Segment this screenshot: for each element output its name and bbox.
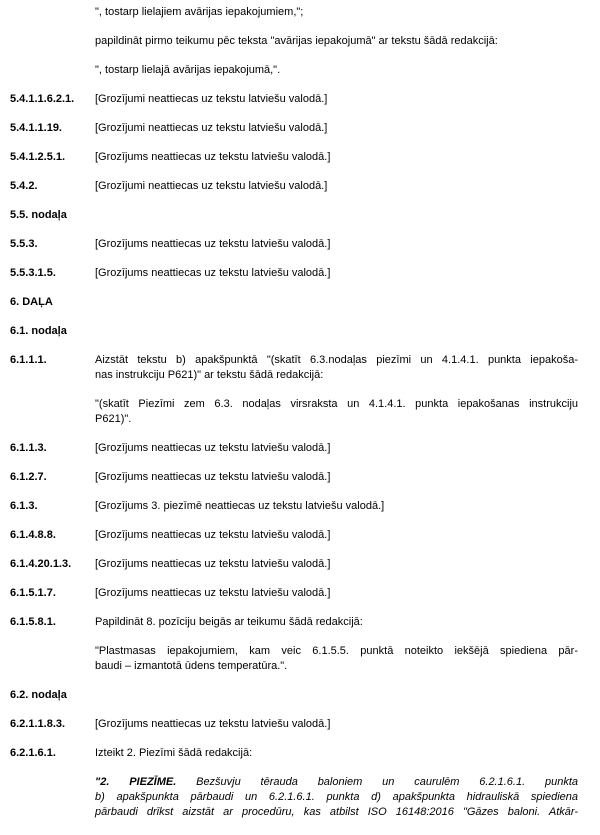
document-row — [10, 717, 578, 732]
paragraph — [95, 717, 578, 732]
section-heading-row — [10, 324, 578, 339]
paragraph-line: [Grozījumi neattiecas uz tekstu latviešu valodā.] — [95, 122, 328, 134]
paragraph — [95, 586, 578, 601]
document-row — [10, 615, 578, 630]
section-heading: 6.2. nodaļa — [10, 689, 67, 701]
paragraph-line: Izteikt 2. Piezīmi šādā redakcijā: — [95, 747, 253, 759]
paragraph-line: [Grozījumi neattiecas uz tekstu latviešu valodā.] — [95, 180, 328, 192]
section-heading-row — [10, 208, 578, 223]
paragraph-line: [Grozījums neattiecas uz tekstu latviešu valodā.] — [95, 471, 331, 483]
paragraph — [95, 237, 578, 252]
paragraph-line: pārbaudi drīkst aizstāt ar procedūru, kas atbilst ISO 16148:2016 "Gāzes baloni. Atkār- — [95, 806, 578, 818]
document-row — [10, 528, 578, 543]
paragraph — [95, 92, 578, 107]
document-row — [10, 775, 578, 820]
section-number: 5.4.1.2.5.1. — [10, 151, 66, 163]
document-row — [10, 557, 578, 572]
section-number: 5.4.2. — [10, 180, 38, 192]
section-number: 6.2.1.1.8.3. — [10, 718, 66, 730]
paragraph-line: ", tostarp lielajā avārijas iepakojumā,". — [95, 64, 281, 76]
paragraph-line: Papildināt 8. pozīciju beigās ar teikumu šādā redakcijā: — [95, 616, 363, 628]
paragraph-line: Aizstāt tekstu b) apakšpunktā "(skatīt 6.3.nodaļas piezīmi un 4.1.4.1. punkta iepakoša- — [95, 354, 578, 366]
paragraph-line: baudi – izmantotā ūdens temperatūra.". — [95, 660, 288, 672]
section-number: 6.2.1.6.1. — [10, 747, 56, 759]
document-row — [10, 586, 578, 601]
document-row — [10, 397, 578, 427]
section-number — [10, 397, 95, 427]
section-heading: 6.1. nodaļa — [10, 325, 67, 337]
document-content — [10, 5, 578, 820]
document-row — [10, 746, 578, 761]
paragraph — [95, 150, 578, 165]
document-row — [10, 150, 578, 165]
section-number — [10, 644, 95, 674]
note-label: "2. PIEZĪME. — [95, 776, 177, 788]
paragraph — [95, 63, 578, 78]
paragraph-line: [Grozījums neattiecas uz tekstu latviešu valodā.] — [95, 442, 331, 454]
document-row — [10, 179, 578, 194]
paragraph-line: [Grozījums neattiecas uz tekstu latviešu valodā.] — [95, 151, 331, 163]
document-row — [10, 266, 578, 281]
paragraph-line: ", tostarp lielajiem avārijas iepakojumiem,"; — [95, 6, 304, 18]
paragraph — [95, 746, 578, 761]
document-row — [10, 470, 578, 485]
paragraph — [95, 5, 578, 20]
paragraph — [95, 121, 578, 136]
document-row — [10, 63, 578, 78]
paragraph-line: b) apakšpunkta pārbaudi un 6.2.1.6.1. punkta d) apakšpunkta hidrauliskā spiediena — [95, 791, 578, 803]
paragraph — [95, 441, 578, 456]
document-row — [10, 353, 578, 383]
paragraph-line: P621)". — [95, 413, 132, 425]
paragraph — [95, 528, 578, 543]
paragraph-line: nas instrukciju P621)" ar tekstu šādā redakcijā: — [95, 369, 324, 381]
paragraph-line: [Grozījums neattiecas uz tekstu latviešu valodā.] — [95, 267, 331, 279]
paragraph-line — [95, 775, 578, 790]
paragraph — [95, 775, 578, 820]
paragraph-line: [Grozījumi neattiecas uz tekstu latviešu valodā.] — [95, 93, 328, 105]
document-row — [10, 644, 578, 674]
document-row — [10, 5, 578, 20]
paragraph-line: papildināt pirmo teikumu pēc teksta "avārijas iepakojumā" ar tekstu šādā redakcijā: — [95, 35, 498, 47]
paragraph — [95, 644, 578, 674]
section-number: 5.4.1.1.6.2.1. — [10, 93, 75, 105]
section-heading: 6. DAĻA — [10, 296, 53, 308]
paragraph — [95, 266, 578, 281]
paragraph — [95, 397, 578, 427]
section-number: 6.1.1.3. — [10, 442, 47, 454]
section-number: 6.1.2.7. — [10, 471, 47, 483]
document-row — [10, 237, 578, 252]
section-number: 6.1.5.8.1. — [10, 616, 56, 628]
section-number — [10, 34, 95, 49]
document-row — [10, 34, 578, 49]
section-heading: 5.5. nodaļa — [10, 209, 67, 221]
document-row — [10, 92, 578, 107]
section-number — [10, 63, 95, 78]
section-number: 6.1.1.1. — [10, 354, 47, 366]
paragraph-line-text: Bezšuvju tērauda baloniem un caurulēm 6.2.1.6.1. punkta — [176, 776, 578, 788]
paragraph — [95, 470, 578, 485]
paragraph-line: [Grozījums neattiecas uz tekstu latviešu valodā.] — [95, 558, 331, 570]
paragraph-line: [Grozījums neattiecas uz tekstu latviešu valodā.] — [95, 529, 331, 541]
section-heading-row — [10, 295, 578, 310]
section-number: 5.4.1.1.19. — [10, 122, 62, 134]
section-number — [10, 5, 95, 20]
paragraph-line: [Grozījums neattiecas uz tekstu latviešu valodā.] — [95, 238, 331, 250]
paragraph — [95, 353, 578, 383]
section-heading-row — [10, 688, 578, 703]
section-number: 5.5.3.1.5. — [10, 267, 56, 279]
paragraph-line: "(skatīt Piezīmi zem 6.3. nodaļas virsraksta un 4.1.4.1. punkta iepakošanas instrukciju — [95, 398, 578, 410]
section-number: 6.1.4.20.1.3. — [10, 558, 72, 570]
paragraph — [95, 34, 578, 49]
paragraph-line: [Grozījums neattiecas uz tekstu latviešu valodā.] — [95, 718, 331, 730]
section-number: 5.5.3. — [10, 238, 38, 250]
document-row — [10, 441, 578, 456]
paragraph — [95, 615, 578, 630]
section-number: 6.1.4.8.8. — [10, 529, 56, 541]
paragraph-line: [Grozījums 3. piezīmē neattiecas uz tekstu latviešu valodā.] — [95, 500, 385, 512]
paragraph — [95, 499, 578, 514]
paragraph — [95, 557, 578, 572]
document-row — [10, 121, 578, 136]
document-row — [10, 499, 578, 514]
paragraph — [95, 179, 578, 194]
section-number: 6.1.3. — [10, 500, 38, 512]
paragraph-line: "Plastmasas iepakojumiem, kam veic 6.1.5.5. punktā noteikto iekšējā spiediena pār- — [95, 645, 578, 657]
section-number: 6.1.5.1.7. — [10, 587, 56, 599]
paragraph-line: [Grozījums neattiecas uz tekstu latviešu valodā.] — [95, 587, 331, 599]
section-number — [10, 775, 95, 820]
